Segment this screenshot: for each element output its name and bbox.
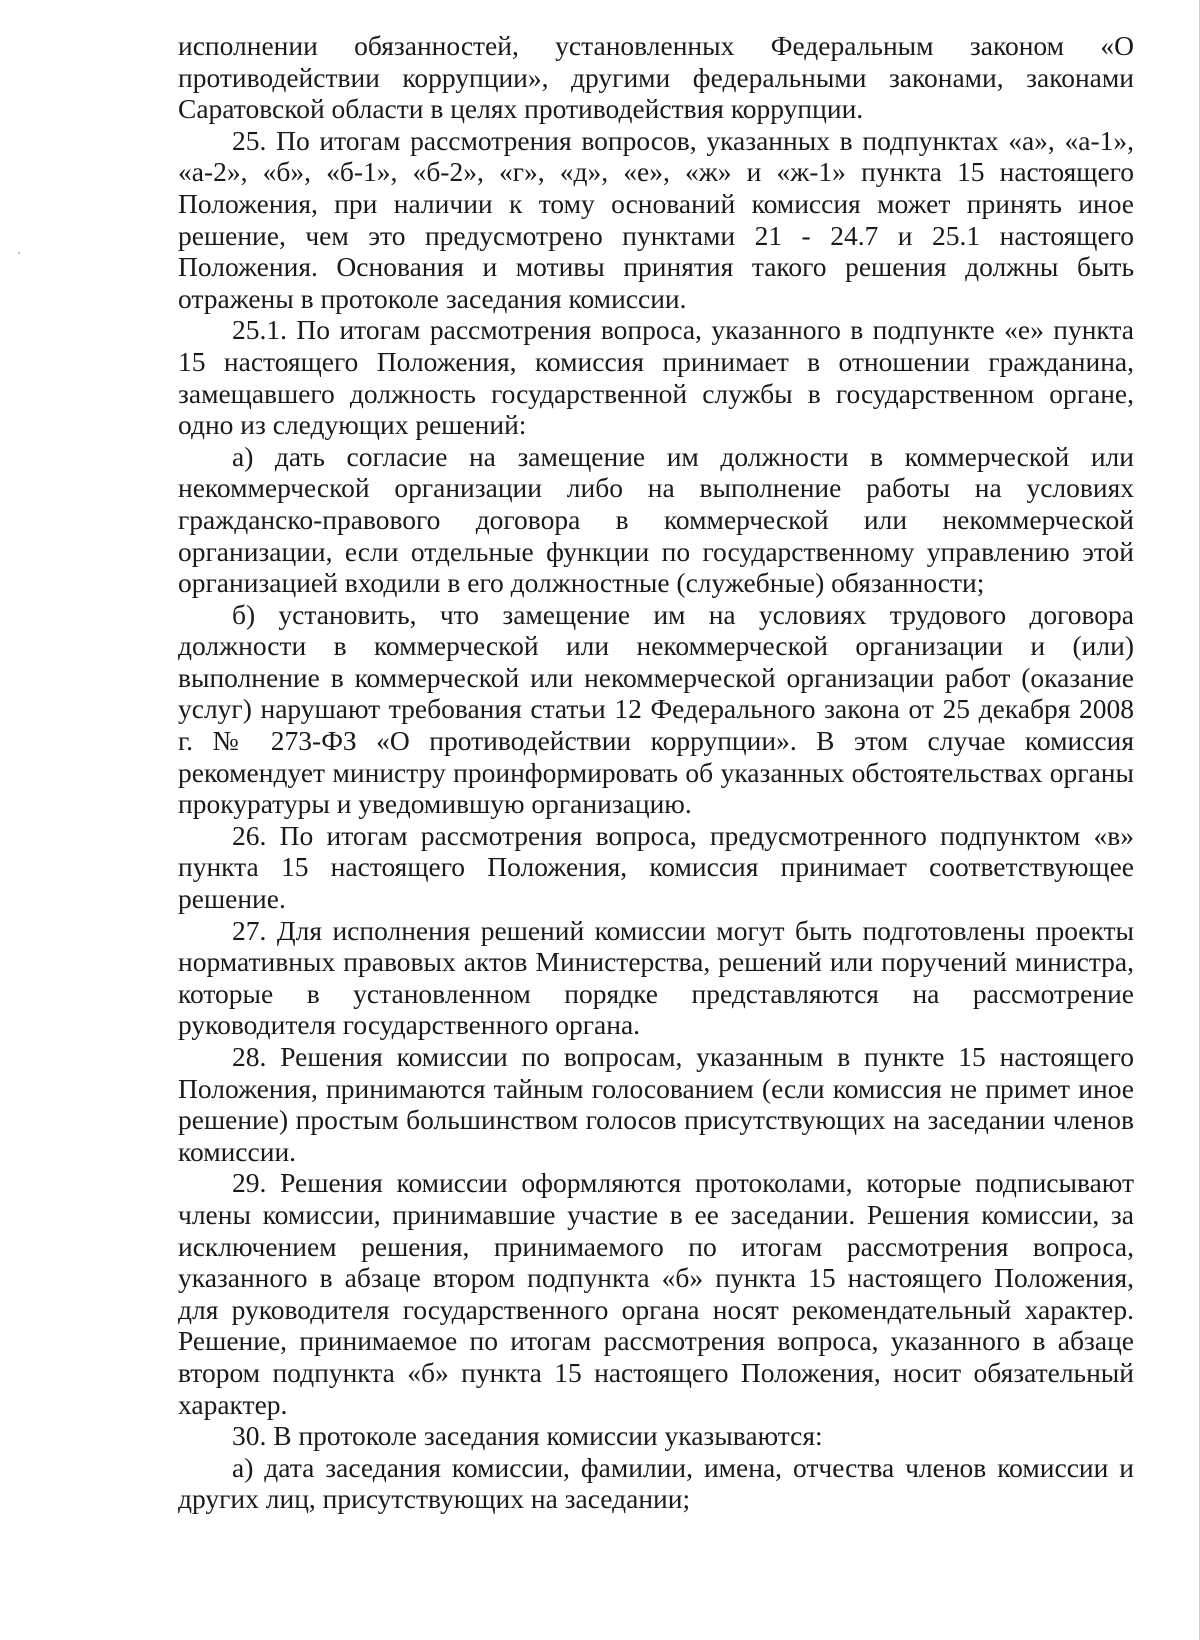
subparagraph-a: а) дать согласие на замещение им должности в коммерческой или некоммерческой организации либо на выполнение работы на условиях гражданско-правового договора в коммерческой или некоммерческой организации, если отдельные функции по государственному управлению этой организацией входили в его должностные (служебные) обязанности;: [178, 440, 1134, 599]
paragraph-item-25-1: 25.1. По итогам рассмотрения вопроса, указанного в подпункте «е» пункта 15 настоящего Положения, комиссия принимает в отношении гражданина, замещавшего должность государственной службы в государственном органе, одно из следующих решений:: [178, 314, 1134, 441]
subparagraph-b: б) установить, что замещение им на условиях трудового договора должности в коммерческой или некоммерческой организации и (или) выполнение в коммерческой или некоммерческой организации работ (оказание услуг) нарушают требования статьи 12 Федерального закона от 25 декабря 2008 г. № 273-ФЗ «О противодействии коррупции». В этом случае комиссия рекомендует министру проинформировать об указанных обстоятельствах органы прокуратуры и уведомившую организацию.: [178, 598, 1134, 820]
paragraph-item-25: 25. По итогам рассмотрения вопросов, указанных в подпунктах «а», «а-1», «а-2», «б», «б-1», «б-2», «г», «д», «е», «ж» и «ж-1» пункта 15 настоящего Положения, при наличии к тому оснований комиссия может принять иное решение, чем это предусмотрено пунктами 21 - 24.7 и 25.1 настоящего Положения. Основания и мотивы принятия такого решения должны быть отражены в протоколе заседания комиссии.: [178, 124, 1134, 314]
paragraph-continuation: исполнении обязанностей, установленных Федеральным законом «О противодействии коррупции», другими федеральными законами, законами Саратовской области в целях противодействия коррупции.: [178, 30, 1134, 125]
paragraph-item-28: 28. Решения комиссии по вопросам, указанным в пункте 15 настоящего Положения, принимаются тайным голосованием (если комиссия не примет иное решение) простым большинством голосов присутствующих на заседании членов комиссии.: [178, 1041, 1134, 1167]
paragraph-item-27: 27. Для исполнения решений комиссии могут быть подготовлены проекты нормативных правовых актов Министерства, решений или поручений министра, которые в установленном порядке представляются на рассмотрение руководителя государственного органа.: [178, 914, 1134, 1041]
scan-artifact-mark: [18, 252, 20, 254]
paragraph-item-26: 26. По итогам рассмотрения вопроса, предусмотренного подпунктом «в» пункта 15 настоящего Положения, комиссия принимает соответствующее решение.: [178, 819, 1134, 915]
paragraph-item-30: 30. В протоколе заседания комиссии указываются:: [232, 1420, 823, 1452]
subparagraph-30-a: а) дата заседания комиссии, фамилии, имена, отчества членов комиссии и других лиц, присутствующих на заседании;: [178, 1451, 1134, 1515]
document-body: [178, 30, 1134, 1515]
paragraph-item-29: 29. Решения комиссии оформляются протоколами, которые подписывают члены комиссии, принимавшие участие в ее заседании. Решения комиссии, за исключением решения, принимаемого по итогам рассмотрения вопроса, указанного в абзаце втором подпункта «б» пункта 15 настоящего Положения, для руководителя государственного органа носят рекомендательный характер. Решение, принимаемое по итогам рассмотрения вопроса, указанного в абзаце втором подпункта «б» пункта 15 настоящего Положения, носит обязательный характер.: [178, 1167, 1134, 1420]
